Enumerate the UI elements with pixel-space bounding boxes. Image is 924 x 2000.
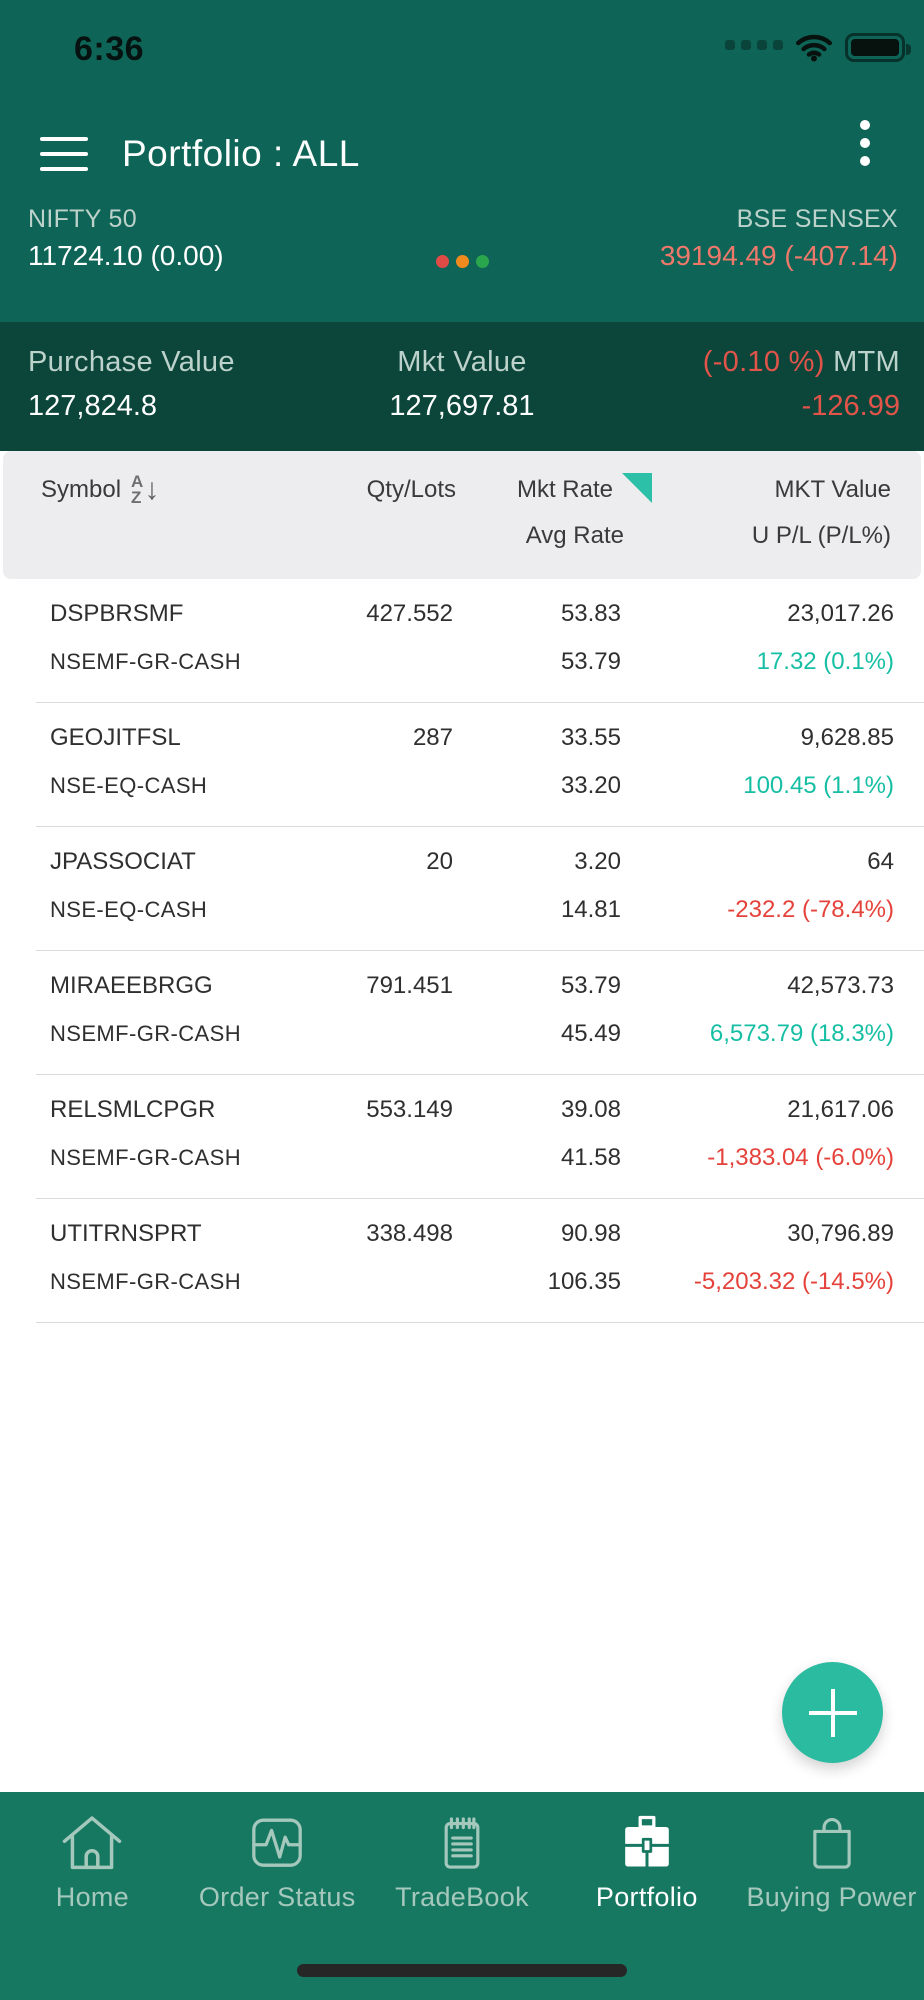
- index-ticker[interactable]: [0, 205, 924, 272]
- row-symbol: DSPBRSMF: [50, 600, 184, 627]
- carousel-page-dots: [0, 255, 924, 268]
- wifi-icon: [795, 32, 833, 62]
- col-qty-header: [265, 471, 456, 579]
- row-mkt-rate: 53.83: [560, 600, 621, 627]
- row-symbol: UTITRNSPRT: [50, 1220, 202, 1247]
- row-symbol: JPASSOCIAT: [50, 848, 196, 875]
- add-button[interactable]: [782, 1662, 883, 1763]
- app-bar: [0, 112, 924, 196]
- ticker-sensex-name: BSE SENSEX: [736, 205, 898, 233]
- col-symbol-header[interactable]: [41, 471, 265, 579]
- row-upl: 17.32 (0.1%): [756, 648, 894, 675]
- nav-label-tradebook: TradeBook: [395, 1882, 529, 1912]
- cellular-signal-dots-icon: [725, 40, 783, 54]
- ticker-sensex-value: 39194.49 (-407.14): [659, 240, 898, 271]
- shopping-bag-icon: [803, 1812, 861, 1872]
- row-avg-rate: 33.20: [560, 772, 621, 799]
- row-upl: 6,573.79 (18.3%): [709, 1020, 894, 1047]
- row-exchange: NSE-EQ-CASH: [50, 897, 208, 922]
- purchase-value: 127,824.8: [28, 390, 158, 422]
- row-avg-rate: 106.35: [547, 1268, 621, 1295]
- row-exchange: NSEMF-GR-CASH: [50, 1269, 241, 1294]
- nav-item-home[interactable]: [0, 1812, 185, 2000]
- status-time: 6:36: [74, 30, 145, 68]
- row-avg-rate: 41.58: [560, 1144, 621, 1171]
- row-qty: 287: [412, 724, 453, 751]
- row-mkt-value: 9,628.85: [800, 724, 894, 751]
- row-mkt-rate: 90.98: [560, 1220, 621, 1247]
- row-mkt-value: 30,796.89: [787, 1220, 894, 1247]
- row-mkt-value: 64: [867, 848, 894, 875]
- mtm-label-text: MTM: [833, 346, 900, 378]
- row-symbol: GEOJITFSL: [50, 724, 181, 751]
- mkt-value-header-label: MKT Value: [774, 476, 891, 503]
- row-qty: 791.451: [366, 972, 453, 999]
- row-mkt-rate: 39.08: [560, 1096, 621, 1123]
- row-upl: -5,203.32 (-14.5%): [693, 1268, 894, 1295]
- row-mkt-value: 21,617.06: [787, 1096, 894, 1123]
- symbol-header-label: Symbol: [41, 476, 122, 503]
- sort-az-icon[interactable]: A Z ↓: [131, 472, 160, 507]
- row-mkt-value: 23,017.26: [787, 600, 894, 627]
- row-symbol: RELSMLCPGR: [50, 1096, 216, 1123]
- mtm-value: -126.99: [801, 390, 900, 422]
- row-upl: -1,383.04 (-6.0%): [707, 1144, 894, 1171]
- briefcase-icon: [617, 1812, 677, 1872]
- row-upl: 100.45 (1.1%): [743, 772, 894, 799]
- mtm-percent: (-0.10 %): [702, 346, 825, 378]
- ticker-nifty-value: 11724.10 (0.00): [28, 240, 224, 271]
- row-symbol: MIRAEEBRGG: [50, 972, 213, 999]
- ticker-nifty-name: NIFTY 50: [28, 205, 137, 233]
- page-title: Portfolio : ALL: [122, 133, 360, 174]
- overflow-menu-icon[interactable]: [854, 114, 876, 172]
- row-qty: 20: [426, 848, 453, 875]
- row-avg-rate: 45.49: [560, 1020, 621, 1047]
- table-row-relsmlcpgr[interactable]: [0, 1075, 924, 1199]
- table-row-dspbrsmf[interactable]: [0, 579, 924, 703]
- holdings-table-body: [0, 579, 924, 1323]
- nav-label-order-status: Order Status: [198, 1882, 356, 1912]
- col-value-header: [624, 471, 891, 579]
- avg-rate-header-label: Avg Rate: [525, 522, 624, 549]
- row-exchange: NSE-EQ-CASH: [50, 773, 208, 798]
- notepad-icon: [433, 1812, 491, 1872]
- purchase-value-label: Purchase Value: [28, 346, 235, 378]
- mtm-block: [703, 346, 900, 451]
- battery-icon: [845, 33, 905, 62]
- status-icons: [725, 32, 905, 62]
- row-exchange: NSEMF-GR-CASH: [50, 1021, 241, 1046]
- holdings-table-header: [3, 451, 921, 579]
- row-avg-rate: 53.79: [560, 648, 621, 675]
- col-rate-header[interactable]: [456, 471, 624, 579]
- upl-header-label: U P/L (P/L%): [751, 522, 891, 549]
- mtm-label: [703, 346, 900, 379]
- row-exchange: NSEMF-GR-CASH: [50, 649, 241, 674]
- nav-label-home: Home: [55, 1882, 130, 1912]
- table-row-utitrnsprt[interactable]: [0, 1199, 924, 1323]
- market-value: 127,697.81: [389, 390, 535, 422]
- home-indicator[interactable]: [297, 1964, 627, 1977]
- row-mkt-rate: 3.20: [574, 848, 621, 875]
- nav-item-buying-power[interactable]: [739, 1812, 924, 2000]
- qty-header-label: Qty/Lots: [366, 476, 456, 503]
- portfolio-summary-bar: [0, 322, 924, 451]
- status-bar: [0, 22, 924, 74]
- table-row-miraeebrgg[interactable]: [0, 951, 924, 1075]
- table-row-geojitfsl[interactable]: [0, 703, 924, 827]
- row-mkt-rate: 33.55: [560, 724, 621, 751]
- row-qty: 553.149: [366, 1096, 453, 1123]
- table-row-jpassociat[interactable]: [0, 827, 924, 951]
- home-icon: [60, 1812, 124, 1872]
- row-qty: 338.498: [366, 1220, 453, 1247]
- row-exchange: NSEMF-GR-CASH: [50, 1145, 241, 1170]
- market-value-label: Mkt Value: [397, 346, 527, 378]
- row-mkt-rate: 53.79: [560, 972, 621, 999]
- hamburger-menu-icon[interactable]: [40, 137, 88, 171]
- pulse-chart-icon: [247, 1812, 307, 1872]
- row-avg-rate: 14.81: [560, 896, 621, 923]
- nav-label-portfolio: Portfolio: [595, 1882, 698, 1912]
- nav-label-buying-power: Buying Power: [746, 1882, 917, 1912]
- row-qty: 427.552: [366, 600, 453, 627]
- mkt-rate-header-label: Mkt Rate: [516, 476, 613, 503]
- row-upl: -232.2 (-78.4%): [727, 896, 894, 923]
- row-mkt-value: 42,573.73: [787, 972, 894, 999]
